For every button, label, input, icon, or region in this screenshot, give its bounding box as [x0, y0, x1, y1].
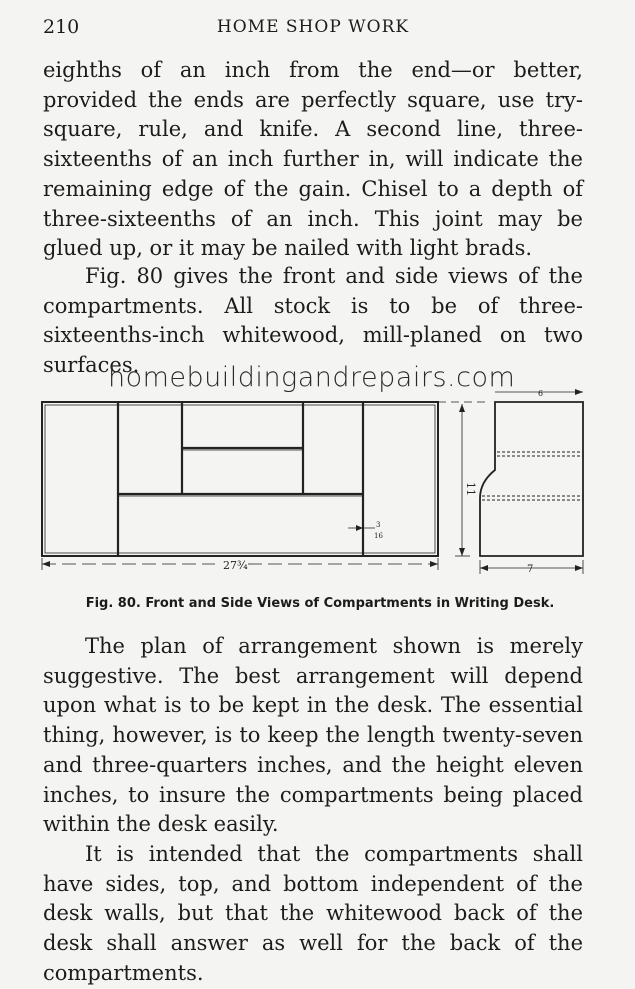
paragraph-2: Fig. 80 gives the front and side views of the compartments. All stock is to be of three-sixteenths-inch whitewood, mill-planed on two surfaces.	[43, 264, 583, 378]
figure-80-drawing	[30, 378, 600, 578]
depth-bottom-arrow-right	[575, 565, 583, 571]
depth-top-label: 6	[538, 389, 544, 398]
depth-bottom-arrow-left	[480, 565, 488, 571]
side-view-outline	[480, 402, 583, 556]
front-view-inner	[45, 405, 435, 553]
length-arrow-right	[430, 561, 438, 567]
watermark: homebuildingandrepairs.com	[108, 362, 516, 393]
running-head: HOME SHOP WORK	[216, 17, 410, 37]
page-header	[43, 14, 583, 44]
depth-bottom-label: 7	[527, 564, 534, 575]
page-number: 210	[43, 16, 80, 38]
height-arrow-bottom	[459, 548, 465, 556]
length-label: 27¾	[223, 559, 248, 572]
paragraph-1: eighths of an inch from the end—or better, provided the ends are perfectly square, use try-square, rule, and knife. A second line, three-sixteenths of an inch further in, will indicate the remaining edge of the gain. Chisel to a depth of three-sixteenths of an inch. This joint may be glued up, or it may be nailed with light brads.	[43, 58, 583, 261]
thickness-denominator: 16	[374, 532, 383, 540]
thickness-numerator: 3	[376, 521, 381, 529]
paragraph-4: It is intended that the compartments shall have sides, top, and bottom independent of the desk walls, but that the whitewood back of the desk shall answer as well for the back of the compartments.	[43, 842, 583, 985]
length-arrow-left	[42, 561, 50, 567]
height-label: 11	[464, 482, 477, 496]
depth-top-arrow-right	[575, 389, 583, 395]
height-arrow-top	[459, 404, 465, 412]
figure-caption: Fig. 80. Front and Side Views of Compartments in Writing Desk.	[85, 596, 555, 611]
paragraph-3: The plan of arrangement shown is merely suggestive. The best arrangement will depend upon what is to be kept in the desk. The essential thing, however, is to keep the length twenty-seven and three-quarters inches, and the height eleven inches, to insure the compartments being placed within the desk easily.	[43, 634, 583, 837]
